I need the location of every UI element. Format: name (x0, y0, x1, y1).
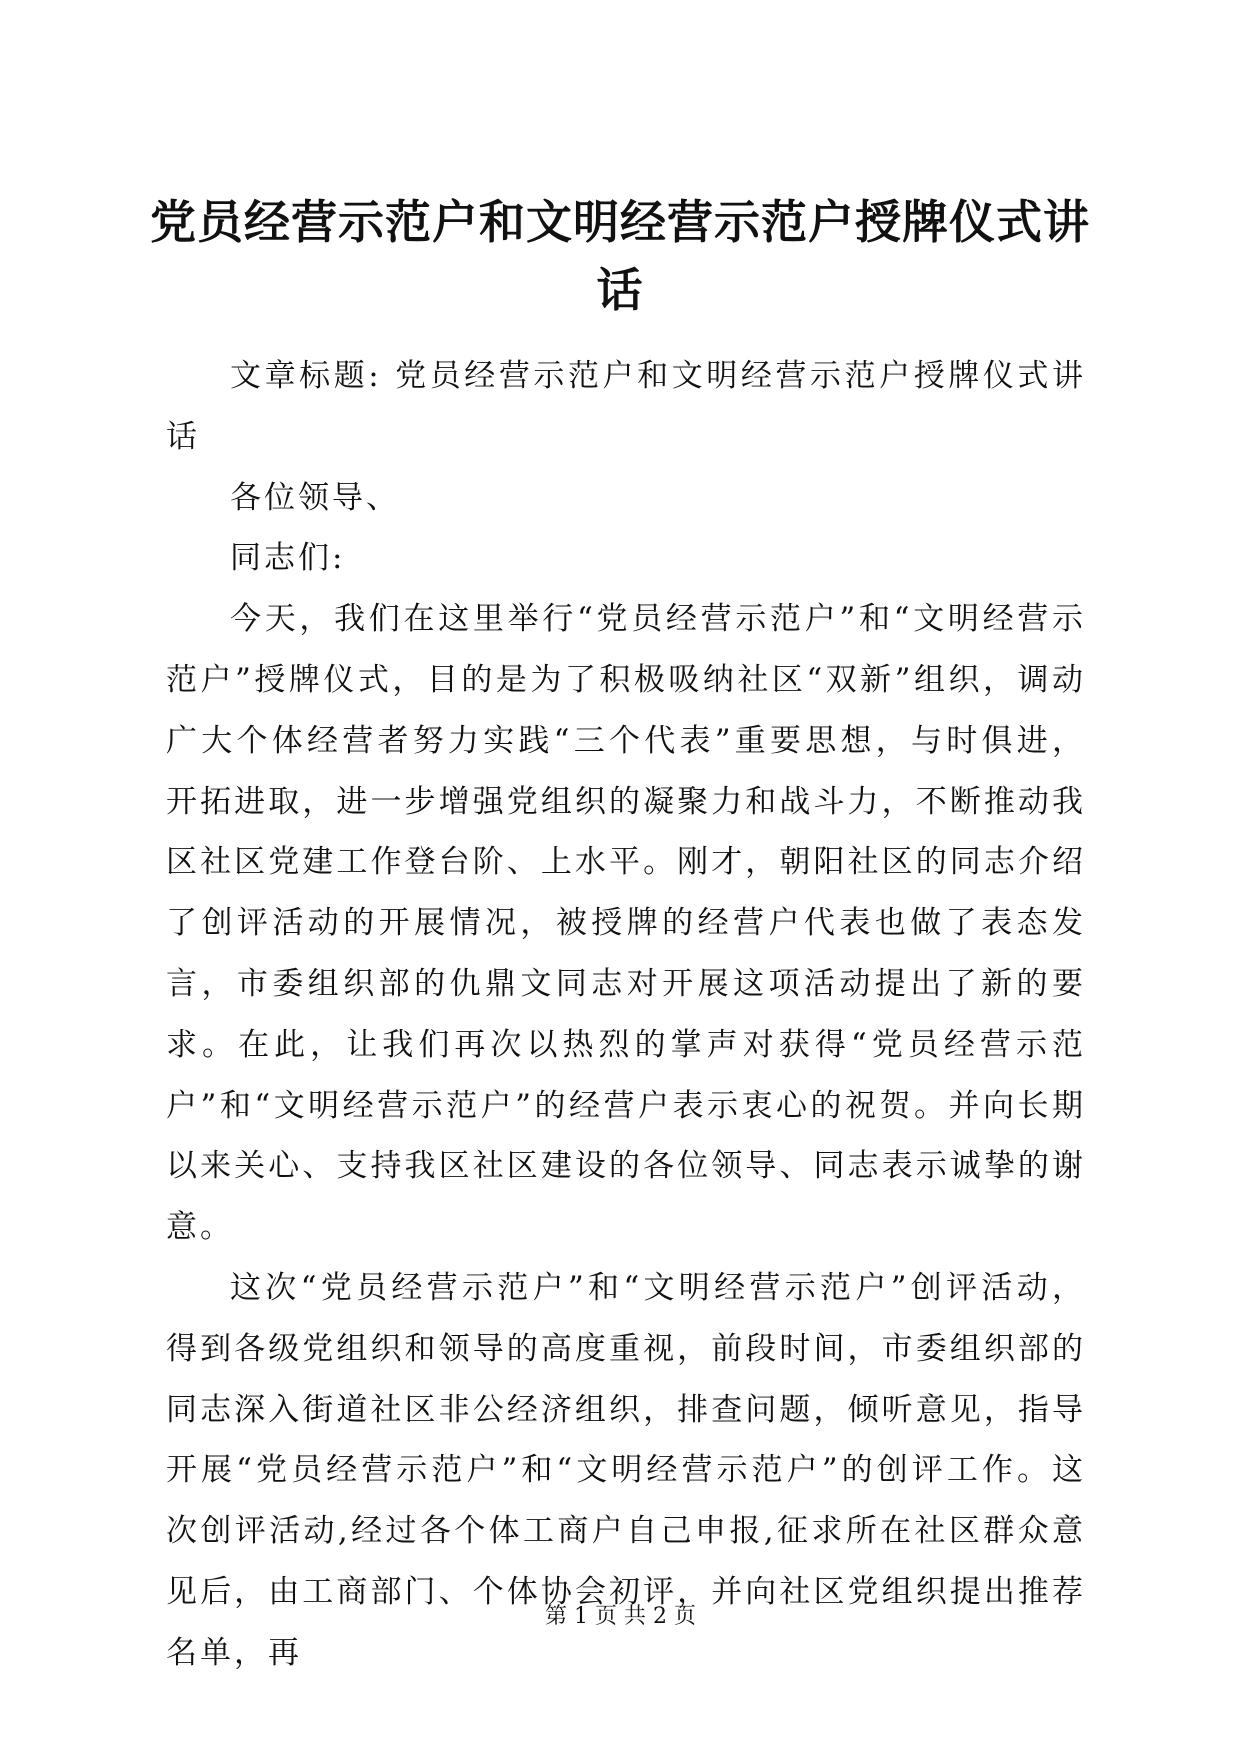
salutation-comrades: 同志们: (230, 540, 346, 577)
document-body (166, 346, 1086, 1684)
body-paragraph-1: 今天，我们在这里举行“党员经营示范户”和“文明经营示范户”授牌仪式，目的是为了积极吸纳社区“双新”组织，调动广大个体经营者努力实践“三个代表”重要思想，与时俱进，开拓进取，进一步增强党组织的凝聚力和战斗力，不断推动我区社区党建工作登台阶、上水平。刚才，朝阳社区的同志介绍了创评活动的开展情况，被授牌的经营户代表也做了表态发言，市委组织部的仇鼎文同志对开展这项活动提出了新的要求。在此，让我们再次以热烈的掌声对获得“党员经营示范户”和“文明经营示范户”的经营户表示衷心的祝贺。并向长期以来关心、支持我区社区建设的各位领导、同志表示诚挚的谢意。 (166, 601, 1086, 1246)
body-paragraph-2: 这次“党员经营示范户”和“文明经营示范户”创评活动，得到各级党组织和领导的高度重视，前段时间，市委组织部的同志深入街道社区非公经济组织，排查问题，倾听意见，指导开展“党员经营示范户”和“文明经营示范户”的创评工作。这次创评活动,经过各个体工商户自己申报,征求所在社区群众意见后，由工商部门、个体协会初评，并向社区党组织提出推荐名单，再 (166, 1269, 1086, 1671)
document-title: 党员经营示范户和文明经营示范户授牌仪式讲话 (150, 195, 1090, 317)
page-number-footer: 第 1 页 共 2 页 (545, 1604, 696, 1629)
article-title-line: 文章标题: 党员经营示范户和文明经营示范户授牌仪式讲话 (166, 358, 1086, 455)
salutation-leaders: 各位领导、 (230, 479, 400, 516)
